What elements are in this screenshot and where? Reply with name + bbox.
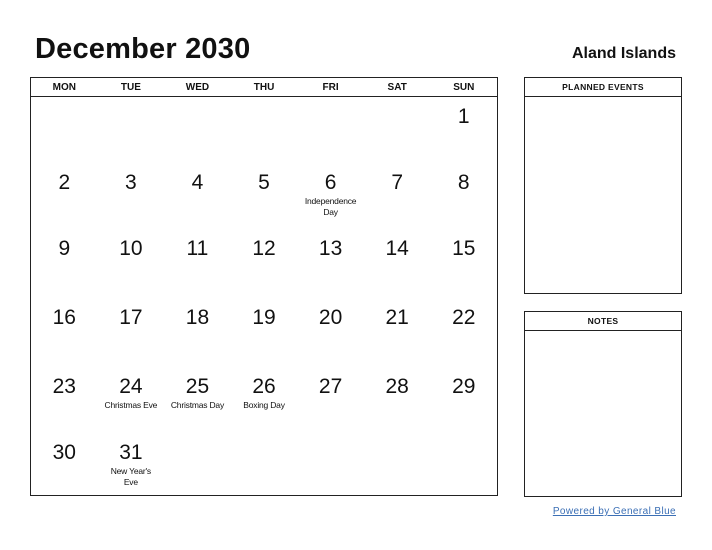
day-cell: [231, 163, 298, 229]
weekday-mon: MON: [52, 82, 76, 93]
day-cell: [364, 163, 431, 229]
day-number: 3: [125, 171, 137, 194]
week-row: [31, 97, 497, 163]
day-cell: [430, 367, 497, 433]
day-cell: [231, 433, 298, 495]
day-cell: [164, 367, 231, 433]
planned-events-heading: PLANNED EVENTS: [525, 78, 681, 97]
day-cell: [98, 367, 165, 433]
day-cell: [98, 298, 165, 367]
day-number: [31, 97, 98, 105]
day-cell: [297, 163, 364, 229]
day-cell: [31, 229, 98, 298]
day-number: 22: [452, 306, 476, 329]
day-number: [297, 97, 364, 105]
day-number: 2: [58, 171, 71, 194]
day-cell: [364, 97, 431, 163]
week-row: [31, 433, 497, 495]
day-number: [98, 97, 165, 105]
day-cell: [297, 367, 364, 433]
day-number: 19: [252, 306, 276, 329]
weekday-sun: SUN: [453, 82, 475, 93]
day-number: 20: [318, 306, 343, 329]
day-number: 9: [58, 237, 71, 260]
day-cell: [231, 229, 298, 298]
calendar-weeks: [31, 97, 497, 495]
day-number: 24: [119, 375, 143, 398]
country-name: Aland Islands: [571, 45, 676, 62]
week-row: [31, 163, 497, 229]
day-cell: [164, 163, 231, 229]
day-number: 6: [324, 171, 337, 194]
holiday-label: Independence Day: [304, 196, 357, 217]
week-row: [31, 298, 497, 367]
day-cell: [430, 97, 497, 163]
day-cell: [364, 367, 431, 433]
day-number: 23: [52, 375, 76, 398]
day-number: 21: [385, 306, 409, 329]
notes-panel: [524, 311, 682, 497]
holiday-label: Christmas Eve: [104, 400, 158, 410]
day-number: [297, 433, 364, 441]
day-number: 29: [452, 375, 476, 398]
day-cell: [98, 97, 165, 163]
day-number: [164, 433, 231, 441]
day-cell: [297, 97, 364, 163]
day-number: 11: [186, 237, 209, 260]
day-number: 12: [252, 237, 276, 260]
weekday-header-row: [31, 78, 497, 97]
calendar-grid: [30, 77, 498, 496]
day-number: 31: [119, 441, 143, 464]
day-number: 28: [385, 375, 409, 398]
holiday-label: Boxing Day: [243, 400, 285, 410]
day-number: 13: [318, 237, 343, 260]
day-number: 14: [385, 237, 409, 260]
day-number: 30: [52, 441, 76, 464]
day-number: 4: [191, 171, 204, 194]
day-number: 27: [318, 375, 343, 398]
day-cell: [31, 433, 98, 495]
day-number: 25: [185, 375, 210, 398]
day-cell: [164, 97, 231, 163]
day-cell: [430, 298, 497, 367]
day-cell: [164, 433, 231, 495]
day-number: 8: [457, 171, 470, 194]
day-number: 10: [119, 237, 143, 260]
day-cell: [231, 97, 298, 163]
notes-heading: NOTES: [525, 312, 681, 331]
day-cell: [231, 298, 298, 367]
day-cell: [364, 298, 431, 367]
day-cell: [364, 433, 431, 495]
day-cell: [31, 298, 98, 367]
day-cell: [364, 229, 431, 298]
day-number: [164, 97, 231, 105]
day-number: 17: [119, 306, 143, 329]
weekday-sat: SAT: [387, 82, 407, 93]
day-cell: [98, 433, 165, 495]
holiday-label: New Year's Eve: [110, 466, 151, 487]
day-cell: [430, 163, 497, 229]
weekday-wed: WED: [185, 82, 210, 93]
day-number: [364, 433, 431, 441]
day-cell: [297, 229, 364, 298]
week-row: [31, 229, 497, 298]
day-number: [231, 433, 298, 441]
day-cell: [31, 163, 98, 229]
weekday-tue: TUE: [120, 82, 141, 93]
day-number: 5: [258, 171, 270, 194]
day-number: 16: [52, 306, 76, 329]
day-number: 1: [457, 105, 470, 128]
day-cell: [31, 97, 98, 163]
day-number: 15: [452, 237, 476, 260]
day-cell: [430, 433, 497, 495]
day-cell: [164, 298, 231, 367]
day-number: [231, 97, 298, 105]
planned-events-panel: [524, 77, 682, 294]
day-cell: [98, 229, 165, 298]
day-number: [364, 97, 431, 105]
day-cell: [297, 433, 364, 495]
day-cell: [430, 229, 497, 298]
day-cell: [164, 229, 231, 298]
powered-by-link[interactable]: Powered by General Blue: [552, 506, 676, 517]
day-number: 26: [252, 375, 276, 398]
day-number: 7: [391, 171, 404, 194]
day-cell: [231, 367, 298, 433]
page-title: December 2030: [35, 33, 251, 65]
day-cell: [98, 163, 165, 229]
day-number: [430, 433, 497, 441]
day-cell: [297, 298, 364, 367]
weekday-thu: THU: [253, 82, 275, 93]
week-row: [31, 367, 497, 433]
day-number: 18: [185, 306, 210, 329]
holiday-label: Christmas Day: [170, 400, 224, 410]
weekday-fri: FRI: [322, 82, 339, 93]
day-cell: [31, 367, 98, 433]
